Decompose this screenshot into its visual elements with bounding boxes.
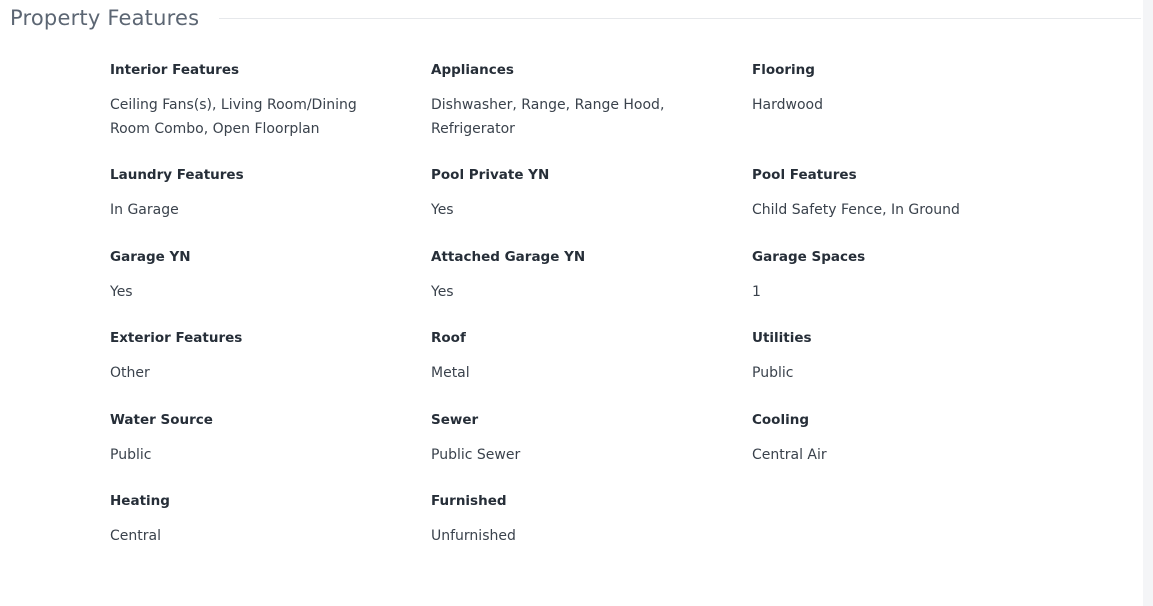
feature-value: Child Safety Fence, In Ground xyxy=(752,202,960,218)
feature-value: Metal xyxy=(431,365,470,381)
feature-value: Public xyxy=(752,365,794,381)
property-features-grid xyxy=(110,61,1073,572)
feature-attached-garage xyxy=(431,248,752,329)
feature-heating xyxy=(110,492,431,572)
feature-value: Public xyxy=(110,447,152,463)
feature-label: Water Source xyxy=(110,412,213,428)
feature-value: Public Sewer xyxy=(431,447,521,463)
feature-interior xyxy=(110,61,431,166)
feature-value: Yes xyxy=(431,284,454,300)
feature-label: Attached Garage YN xyxy=(431,249,586,265)
feature-label: Flooring xyxy=(752,62,815,78)
feature-label: Garage YN xyxy=(110,249,191,265)
feature-value: Yes xyxy=(431,202,454,218)
feature-label: Pool Private YN xyxy=(431,167,550,183)
feature-label: Roof xyxy=(431,330,466,346)
feature-value: Central Air xyxy=(752,447,827,463)
feature-laundry xyxy=(110,166,431,248)
feature-label: Appliances xyxy=(431,62,514,78)
page-edge xyxy=(1143,0,1153,606)
feature-value: In Garage xyxy=(110,202,179,218)
feature-sewer xyxy=(431,411,752,492)
feature-cooling xyxy=(752,411,1073,492)
feature-utilities xyxy=(752,329,1073,411)
section-divider xyxy=(219,18,1141,19)
feature-exterior xyxy=(110,329,431,411)
section-header xyxy=(10,4,1141,32)
feature-value: Unfurnished xyxy=(431,528,516,544)
feature-value: 1 xyxy=(752,284,761,300)
feature-label: Sewer xyxy=(431,412,479,428)
feature-roof xyxy=(431,329,752,411)
feature-garage-spaces xyxy=(752,248,1073,329)
feature-value: Yes xyxy=(110,284,133,300)
feature-label: Exterior Features xyxy=(110,330,243,346)
section-title: Property Features xyxy=(10,6,200,30)
feature-label: Utilities xyxy=(752,330,812,346)
feature-label: Cooling xyxy=(752,412,809,428)
feature-value: Hardwood xyxy=(752,97,823,113)
feature-water-source xyxy=(110,411,431,492)
feature-garage xyxy=(110,248,431,329)
feature-label: Heating xyxy=(110,493,170,509)
feature-pool-features xyxy=(752,166,1073,248)
feature-label: Laundry Features xyxy=(110,167,244,183)
feature-label: Garage Spaces xyxy=(752,249,866,265)
feature-label: Pool Features xyxy=(752,167,857,183)
feature-furnished xyxy=(431,492,752,572)
feature-appliances xyxy=(431,61,752,166)
feature-pool-private xyxy=(431,166,752,248)
feature-value: Dishwasher, Range, Range Hood, Refrigerator xyxy=(431,97,665,137)
feature-value: Ceiling Fans(s), Living Room/Dining Room Combo, Open Floorplan xyxy=(110,97,357,137)
feature-label: Interior Features xyxy=(110,62,240,78)
feature-value: Central xyxy=(110,528,161,544)
feature-flooring xyxy=(752,61,1073,166)
feature-value: Other xyxy=(110,365,150,381)
feature-label: Furnished xyxy=(431,493,507,509)
